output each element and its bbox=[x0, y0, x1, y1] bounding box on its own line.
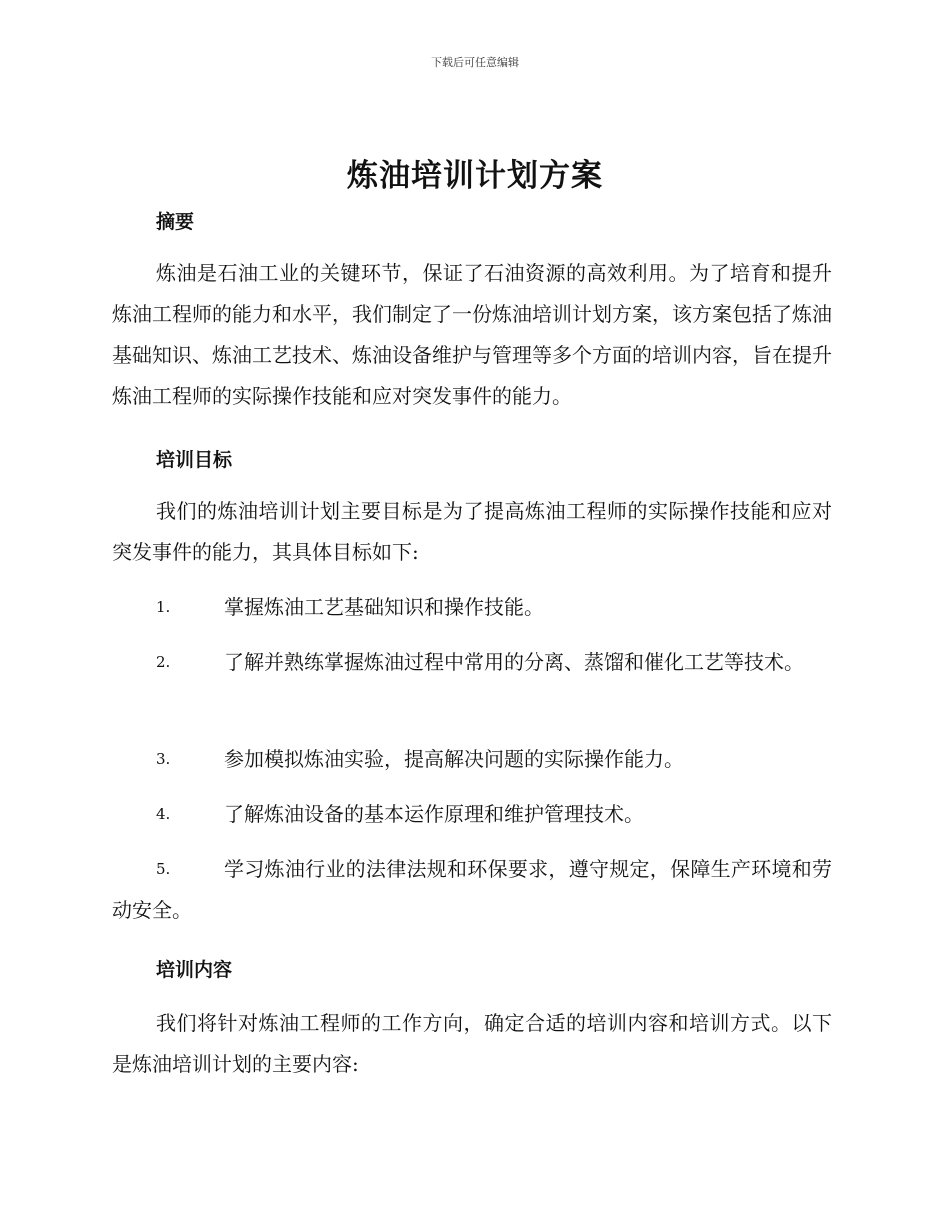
goal-list-item-3 bbox=[112, 739, 832, 780]
goal-list-item-5 bbox=[112, 849, 832, 931]
list-text: 了解并熟练掌握炼油过程中常用的分离、蒸馏和催化工艺等技术。 bbox=[224, 650, 804, 674]
content-paragraph: 我们将针对炼油工程师的工作方向，确定合适的培训内容和培训方式。以下是炼油培训计划的主要内容: bbox=[112, 1011, 832, 1076]
content-heading: 培训内容 bbox=[156, 959, 233, 981]
list-number: 2. bbox=[156, 653, 171, 671]
list-text: 掌握炼油工艺基础知识和操作技能。 bbox=[224, 595, 544, 619]
goal-list-item-4 bbox=[112, 794, 832, 835]
list-number: 5. bbox=[156, 860, 171, 878]
document-title: 炼油培训计划方案 bbox=[347, 158, 603, 194]
list-number: 1. bbox=[156, 598, 171, 616]
abstract-heading: 摘要 bbox=[156, 211, 195, 233]
goal-list-item-2 bbox=[112, 642, 832, 683]
goals-intro-paragraph: 我们的炼油培训计划主要目标是为了提高炼油工程师的实际操作技能和应对突发事件的能力，其具体目标如下: bbox=[112, 499, 832, 564]
goal-list-item-1 bbox=[112, 587, 832, 628]
list-text: 学习炼油行业的法律法规和环保要求，遵守规定，保障生产环境和劳动安全。 bbox=[112, 857, 832, 922]
list-text: 参加模拟炼油实验，提高解决问题的实际操作能力。 bbox=[224, 747, 684, 771]
goals-heading: 培训目标 bbox=[156, 449, 233, 471]
list-text: 了解炼油设备的基本运作原理和维护管理技术。 bbox=[224, 802, 644, 826]
list-number: 3. bbox=[156, 750, 171, 768]
abstract-paragraph: 炼油是石油工业的关键环节，保证了石油资源的高效利用。为了培育和提升炼油工程师的能力和水平，我们制定了一份炼油培训计划方案，该方案包括了炼油基础知识、炼油工艺技术、炼油设备维护与管理等多个方面的培训内容，旨在提升炼油工程师的实际操作技能和应对突发事件的能力。 bbox=[112, 261, 832, 408]
header-note: 下载后可任意编辑 bbox=[431, 56, 519, 69]
list-number: 4. bbox=[156, 805, 171, 823]
